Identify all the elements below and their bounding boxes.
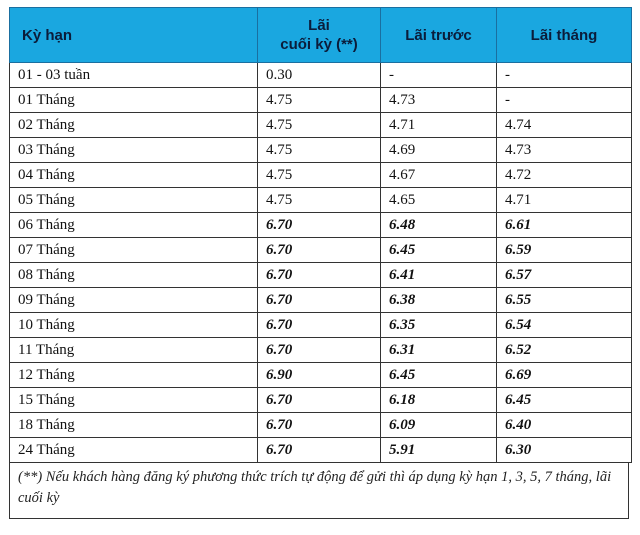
header-monthly-interest: Lãi tháng	[497, 8, 632, 63]
header-end-interest-line1: Lãi	[308, 17, 330, 34]
cell-monthly-interest: 4.73	[497, 138, 632, 163]
cell-prepaid-interest: 4.67	[381, 163, 497, 188]
cell-prepaid-interest: 5.91	[381, 438, 497, 463]
cell-end-interest: 4.75	[258, 138, 381, 163]
cell-monthly-interest: 4.74	[497, 113, 632, 138]
table-row	[10, 213, 632, 238]
cell-term: 05 Tháng	[10, 188, 258, 213]
cell-monthly-interest: 6.52	[497, 338, 632, 363]
cell-monthly-interest: 6.61	[497, 213, 632, 238]
table-row	[10, 163, 632, 188]
cell-prepaid-interest: 6.18	[381, 388, 497, 413]
cell-prepaid-interest: 6.45	[381, 363, 497, 388]
cell-end-interest: 6.70	[258, 238, 381, 263]
cell-end-interest: 4.75	[258, 88, 381, 113]
cell-monthly-interest: 6.69	[497, 363, 632, 388]
cell-end-interest: 4.75	[258, 113, 381, 138]
header-term: Kỳ hạn	[10, 8, 258, 63]
cell-prepaid-interest: 6.31	[381, 338, 497, 363]
cell-term: 18 Tháng	[10, 413, 258, 438]
cell-prepaid-interest: 6.48	[381, 213, 497, 238]
cell-term: 03 Tháng	[10, 138, 258, 163]
cell-term: 12 Tháng	[10, 363, 258, 388]
cell-term: 15 Tháng	[10, 388, 258, 413]
cell-monthly-interest: 6.40	[497, 413, 632, 438]
table-row	[10, 438, 632, 463]
cell-prepaid-interest: 6.38	[381, 288, 497, 313]
cell-end-interest: 6.70	[258, 438, 381, 463]
cell-prepaid-interest: 6.09	[381, 413, 497, 438]
table-row	[10, 363, 632, 388]
cell-term: 07 Tháng	[10, 238, 258, 263]
cell-monthly-interest: 4.72	[497, 163, 632, 188]
cell-end-interest: 4.75	[258, 188, 381, 213]
table-row	[10, 263, 632, 288]
interest-rate-table-container	[9, 7, 631, 519]
cell-term: 11 Tháng	[10, 338, 258, 363]
cell-monthly-interest: 4.71	[497, 188, 632, 213]
cell-end-interest: 6.70	[258, 313, 381, 338]
cell-end-interest: 6.70	[258, 288, 381, 313]
table-header	[10, 8, 632, 63]
cell-term: 02 Tháng	[10, 113, 258, 138]
header-prepaid-interest: Lãi trước	[381, 8, 497, 63]
header-end-interest-line2: cuối kỳ (**)	[280, 36, 358, 53]
table-row	[10, 288, 632, 313]
cell-prepaid-interest: 4.65	[381, 188, 497, 213]
cell-prepaid-interest: 4.69	[381, 138, 497, 163]
table-row	[10, 88, 632, 113]
cell-end-interest: 6.70	[258, 413, 381, 438]
cell-end-interest: 6.70	[258, 338, 381, 363]
cell-term: 09 Tháng	[10, 288, 258, 313]
cell-monthly-interest: 6.59	[497, 238, 632, 263]
cell-monthly-interest: 6.54	[497, 313, 632, 338]
interest-rate-table	[9, 7, 632, 463]
table-body	[10, 63, 632, 463]
table-row	[10, 238, 632, 263]
cell-term: 01 - 03 tuần	[10, 63, 258, 88]
cell-end-interest: 6.70	[258, 213, 381, 238]
table-row	[10, 388, 632, 413]
cell-prepaid-interest: 6.35	[381, 313, 497, 338]
cell-prepaid-interest: 6.41	[381, 263, 497, 288]
cell-term: 04 Tháng	[10, 163, 258, 188]
cell-term: 10 Tháng	[10, 313, 258, 338]
cell-end-interest: 6.70	[258, 388, 381, 413]
table-row	[10, 188, 632, 213]
cell-prepaid-interest: 4.71	[381, 113, 497, 138]
cell-monthly-interest: 6.55	[497, 288, 632, 313]
cell-prepaid-interest: -	[381, 63, 497, 88]
cell-end-interest: 4.75	[258, 163, 381, 188]
cell-prepaid-interest: 4.73	[381, 88, 497, 113]
header-row	[10, 8, 632, 63]
table-row	[10, 313, 632, 338]
cell-term: 08 Tháng	[10, 263, 258, 288]
cell-monthly-interest: 6.30	[497, 438, 632, 463]
table-row	[10, 113, 632, 138]
cell-monthly-interest: -	[497, 63, 632, 88]
cell-end-interest: 0.30	[258, 63, 381, 88]
cell-end-interest: 6.90	[258, 363, 381, 388]
header-end-interest	[258, 8, 381, 63]
cell-monthly-interest: 6.45	[497, 388, 632, 413]
cell-monthly-interest: -	[497, 88, 632, 113]
cell-term: 06 Tháng	[10, 213, 258, 238]
cell-term: 24 Tháng	[10, 438, 258, 463]
cell-monthly-interest: 6.57	[497, 263, 632, 288]
cell-end-interest: 6.70	[258, 263, 381, 288]
cell-term: 01 Tháng	[10, 88, 258, 113]
cell-prepaid-interest: 6.45	[381, 238, 497, 263]
footnote: (**) Nếu khách hàng đăng ký phương thức trích tự động để gửi thì áp dụng kỳ hạn 1, 3, 5, 7 tháng, lãi cuối kỳ	[9, 463, 629, 519]
table-row	[10, 63, 632, 88]
table-row	[10, 138, 632, 163]
table-row	[10, 338, 632, 363]
table-row	[10, 413, 632, 438]
